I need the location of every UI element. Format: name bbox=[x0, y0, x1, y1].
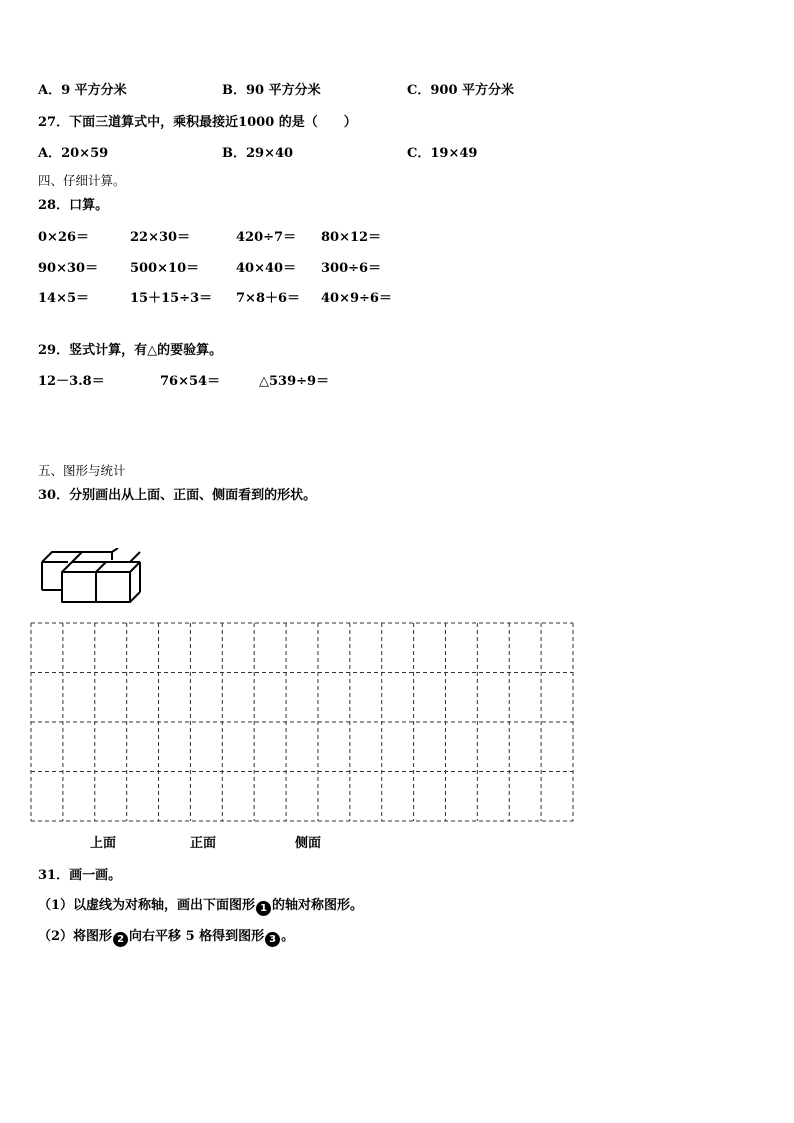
q26-option-c: C．900 平方分米 bbox=[407, 83, 515, 98]
q28-item: 22×30＝ bbox=[130, 230, 191, 245]
q29-item: 12－3.8＝ bbox=[38, 374, 105, 389]
q29-item: △539÷9＝ bbox=[259, 374, 330, 389]
q26-option-a: A．9 平方分米 bbox=[38, 83, 127, 98]
q28-stem: 28．口算。 bbox=[38, 198, 109, 213]
q31-part1 bbox=[38, 898, 363, 916]
view-label-top: 上面 bbox=[90, 836, 117, 851]
q28-item: 500×10＝ bbox=[130, 261, 200, 276]
q31-part2-prefix: （2）将图形 bbox=[38, 929, 113, 944]
view-label-front: 正面 bbox=[190, 836, 217, 851]
section-4-title: 四、仔细计算。 bbox=[38, 173, 126, 188]
figure-2-badge: 2 bbox=[113, 932, 128, 947]
q28-item: 0×26＝ bbox=[38, 230, 90, 245]
q31-stem: 31．画一画。 bbox=[38, 868, 122, 883]
front-cube-left bbox=[62, 572, 96, 602]
q28-item: 40×9÷6＝ bbox=[321, 291, 392, 306]
q31-part2 bbox=[38, 929, 294, 947]
figure-1-badge: 1 bbox=[256, 901, 271, 916]
q31-part1-suffix: 的轴对称图形。 bbox=[272, 898, 364, 913]
answer-grid[interactable] bbox=[30, 622, 574, 822]
q31-part1-prefix: （1）以虚线为对称轴，画出下面图形 bbox=[38, 898, 256, 913]
view-label-side: 侧面 bbox=[295, 836, 322, 851]
figure-3-badge: 3 bbox=[265, 932, 280, 947]
cube-edge bbox=[130, 562, 140, 572]
q28-item: 300÷6＝ bbox=[321, 261, 382, 276]
section-5-title: 五、图形与统计 bbox=[38, 463, 126, 478]
q31-part2-suffix: 。 bbox=[281, 929, 295, 944]
q28-item: 15＋15÷3＝ bbox=[130, 291, 213, 306]
cube-top-edge bbox=[62, 552, 140, 572]
q27-option-a: A．20×59 bbox=[38, 146, 109, 161]
q28-item: 80×12＝ bbox=[321, 230, 382, 245]
q28-item: 40×40＝ bbox=[236, 261, 297, 276]
q28-item: 7×8＋6＝ bbox=[236, 291, 301, 306]
cube-edge bbox=[72, 552, 82, 562]
q29-item: 76×54＝ bbox=[160, 374, 221, 389]
cube-edge bbox=[96, 562, 106, 572]
front-cube-right bbox=[96, 572, 130, 602]
cube-stack-figure bbox=[40, 548, 144, 604]
q31-part2-middle: 向右平移 5 格得到图形 bbox=[129, 929, 265, 944]
cube-edge bbox=[130, 592, 140, 602]
q29-stem: 29．竖式计算，有△的要验算。 bbox=[38, 343, 223, 358]
q28-item: 14×5＝ bbox=[38, 291, 90, 306]
q26-option-b: B．90 平方分米 bbox=[222, 83, 321, 98]
q27-option-c: C．19×49 bbox=[407, 146, 478, 161]
q27-option-b: B．29×40 bbox=[222, 146, 294, 161]
q28-item: 90×30＝ bbox=[38, 261, 99, 276]
q27-stem: 27．下面三道算式中，乘积最接近1000 的是（ ） bbox=[38, 115, 357, 130]
q28-item: 420÷7＝ bbox=[236, 230, 297, 245]
q30-stem: 30．分别画出从上面、正面、侧面看到的形状。 bbox=[38, 488, 317, 503]
